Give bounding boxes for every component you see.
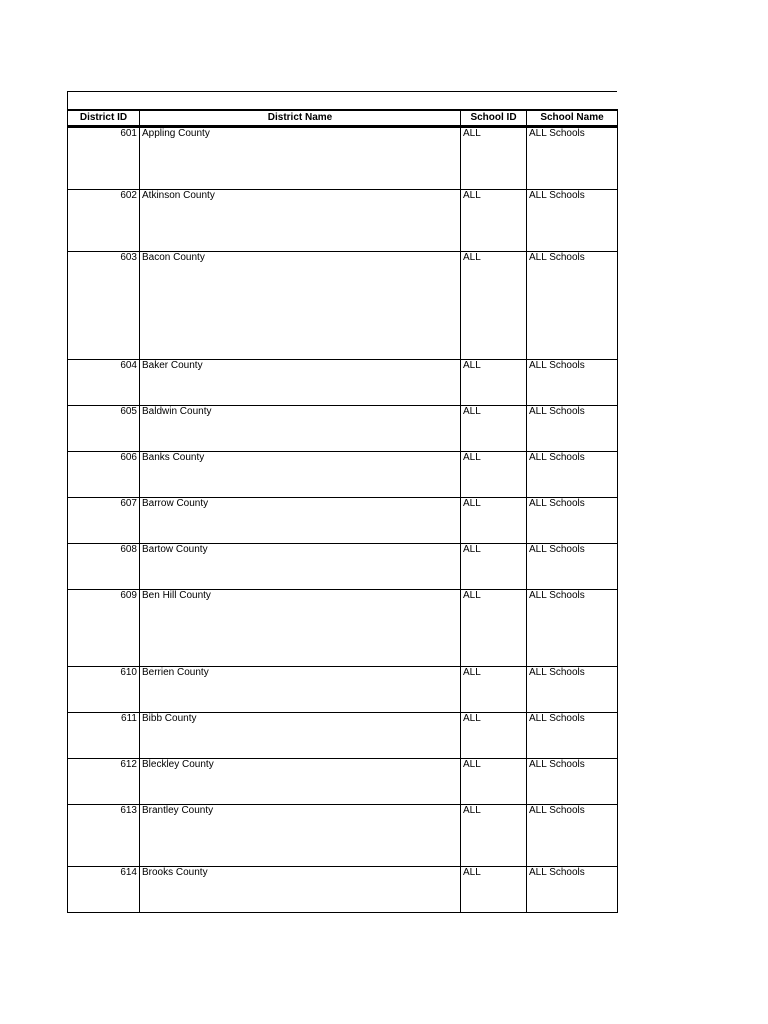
school-name-cell[interactable]: ALL Schools xyxy=(527,190,618,252)
table-row xyxy=(68,759,618,805)
district-name-cell[interactable]: Ben Hill County xyxy=(140,590,461,667)
district-name-cell[interactable]: Barrow County xyxy=(140,498,461,544)
school-name-cell[interactable]: ALL Schools xyxy=(527,544,618,590)
table-row xyxy=(68,452,618,498)
top-border-line xyxy=(67,91,617,92)
school-name-cell[interactable]: ALL Schools xyxy=(527,360,618,406)
table-row xyxy=(68,805,618,867)
table-row xyxy=(68,713,618,759)
school-name-cell[interactable]: ALL Schools xyxy=(527,498,618,544)
table-row xyxy=(68,360,618,406)
district-id-cell[interactable]: 607 xyxy=(68,498,140,544)
district-name-cell[interactable]: Bartow County xyxy=(140,544,461,590)
district-id-cell[interactable]: 614 xyxy=(68,867,140,913)
school-id-cell[interactable]: ALL xyxy=(461,190,527,252)
district-id-cell[interactable]: 613 xyxy=(68,805,140,867)
school-id-cell[interactable]: ALL xyxy=(461,498,527,544)
top-left-border xyxy=(67,91,68,109)
school-id-cell[interactable]: ALL xyxy=(461,805,527,867)
school-name-cell[interactable]: ALL Schools xyxy=(527,713,618,759)
district-id-cell[interactable]: 605 xyxy=(68,406,140,452)
school-id-cell[interactable]: ALL xyxy=(461,867,527,913)
district-table xyxy=(67,109,618,913)
school-name-header[interactable]: School Name xyxy=(527,110,618,127)
school-id-cell[interactable]: ALL xyxy=(461,127,527,190)
district-id-cell[interactable]: 611 xyxy=(68,713,140,759)
school-id-cell[interactable]: ALL xyxy=(461,252,527,360)
district-id-cell[interactable]: 601 xyxy=(68,127,140,190)
school-name-cell[interactable]: ALL Schools xyxy=(527,590,618,667)
school-id-header[interactable]: School ID xyxy=(461,110,527,127)
school-id-cell[interactable]: ALL xyxy=(461,544,527,590)
district-name-cell[interactable]: Bacon County xyxy=(140,252,461,360)
district-name-cell[interactable]: Baker County xyxy=(140,360,461,406)
school-id-cell[interactable]: ALL xyxy=(461,590,527,667)
table-row xyxy=(68,590,618,667)
district-id-cell[interactable]: 608 xyxy=(68,544,140,590)
school-name-cell[interactable]: ALL Schools xyxy=(527,452,618,498)
district-id-cell[interactable]: 610 xyxy=(68,667,140,713)
district-id-header[interactable]: District ID xyxy=(68,110,140,127)
school-name-cell[interactable]: ALL Schools xyxy=(527,805,618,867)
district-name-cell[interactable]: Bibb County xyxy=(140,713,461,759)
district-name-cell[interactable]: Baldwin County xyxy=(140,406,461,452)
district-name-cell[interactable]: Berrien County xyxy=(140,667,461,713)
district-name-header[interactable]: District Name xyxy=(140,110,461,127)
district-name-cell[interactable]: Bleckley County xyxy=(140,759,461,805)
table-row xyxy=(68,406,618,452)
district-id-cell[interactable]: 609 xyxy=(68,590,140,667)
school-name-cell[interactable]: ALL Schools xyxy=(527,759,618,805)
school-name-cell[interactable]: ALL Schools xyxy=(527,867,618,913)
district-id-cell[interactable]: 603 xyxy=(68,252,140,360)
school-name-cell[interactable]: ALL Schools xyxy=(527,127,618,190)
district-name-cell[interactable]: Atkinson County xyxy=(140,190,461,252)
school-name-cell[interactable]: ALL Schools xyxy=(527,252,618,360)
school-id-cell[interactable]: ALL xyxy=(461,759,527,805)
district-name-cell[interactable]: Appling County xyxy=(140,127,461,190)
school-name-cell[interactable]: ALL Schools xyxy=(527,667,618,713)
school-id-cell[interactable]: ALL xyxy=(461,667,527,713)
school-id-cell[interactable]: ALL xyxy=(461,713,527,759)
school-id-cell[interactable]: ALL xyxy=(461,452,527,498)
district-id-cell[interactable]: 606 xyxy=(68,452,140,498)
table-row xyxy=(68,127,618,190)
table-row xyxy=(68,252,618,360)
table-row xyxy=(68,190,618,252)
district-id-cell[interactable]: 612 xyxy=(68,759,140,805)
table-row xyxy=(68,667,618,713)
school-id-cell[interactable]: ALL xyxy=(461,406,527,452)
district-id-cell[interactable]: 604 xyxy=(68,360,140,406)
district-name-cell[interactable]: Brooks County xyxy=(140,867,461,913)
district-name-cell[interactable]: Banks County xyxy=(140,452,461,498)
header-row xyxy=(68,110,618,127)
table-row xyxy=(68,498,618,544)
table-row xyxy=(68,867,618,913)
school-id-cell[interactable]: ALL xyxy=(461,360,527,406)
district-name-cell[interactable]: Brantley County xyxy=(140,805,461,867)
school-name-cell[interactable]: ALL Schools xyxy=(527,406,618,452)
table-row xyxy=(68,544,618,590)
district-id-cell[interactable]: 602 xyxy=(68,190,140,252)
